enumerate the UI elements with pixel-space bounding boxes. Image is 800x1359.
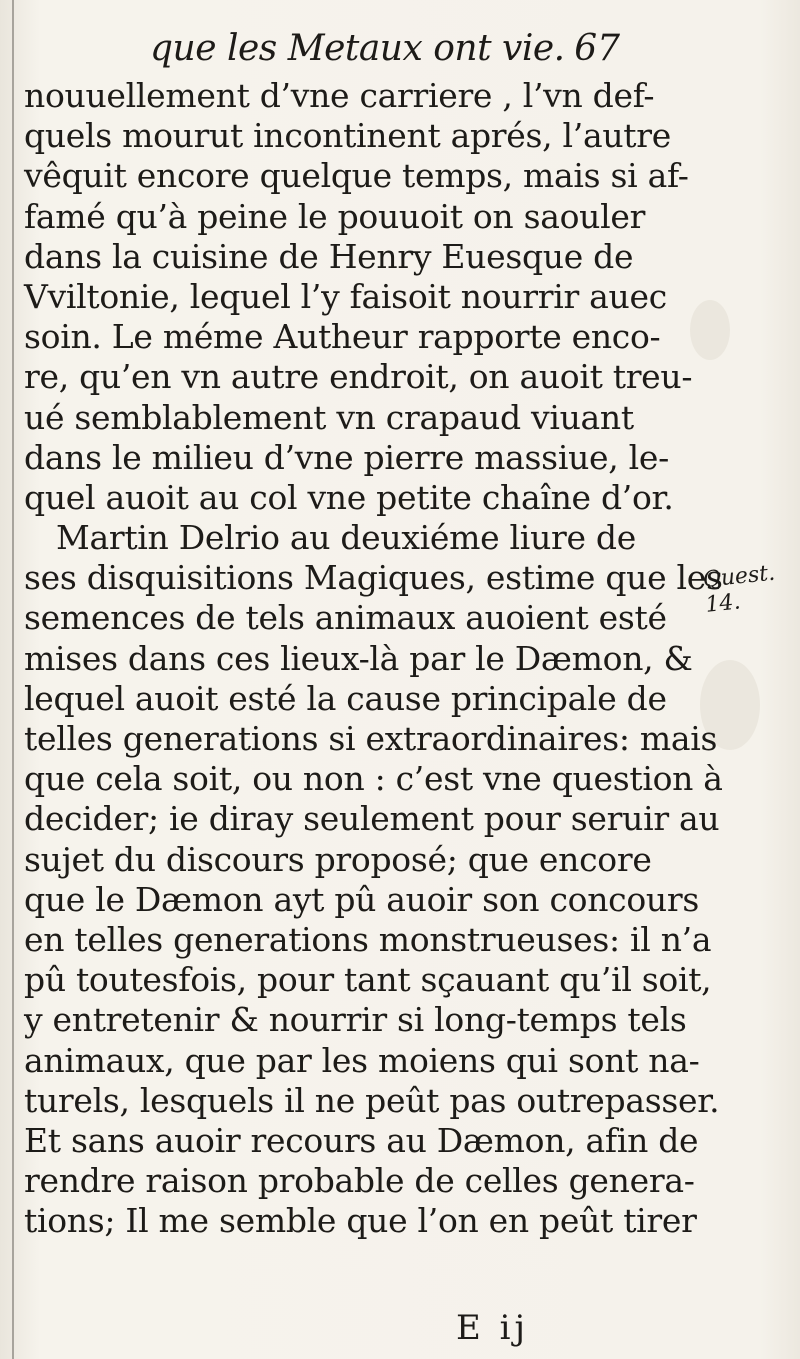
text-line: pû toutesfois, pour tant sçauant qu’il soit,	[24, 960, 712, 1000]
text-line: semences de tels animaux auoient esté	[24, 598, 667, 638]
text-line: quel auoit au col vne petite chaîne d’or.	[24, 477, 674, 517]
text-line-paragraph-start: Martin Delrio au deuxiéme liure de	[56, 518, 636, 558]
running-head: que les Metaux ont vie.	[150, 28, 565, 69]
text-line: que cela soit, ou non : c’est vne question à	[24, 759, 723, 799]
text-line: dans la cuisine de Henry Euesque de	[24, 236, 634, 276]
text-line: re, qu’en vn autre endroit, on auoit treu-	[24, 357, 693, 397]
text-line: mises dans ces lieux-là par le Dæmon, &	[24, 638, 693, 678]
paper-stain	[690, 300, 730, 360]
text-line: que le Dæmon ayt pû auoir son concours	[24, 879, 699, 919]
text-line: turels, lesquels il ne peût pas outrepasser.	[24, 1080, 720, 1120]
text-line: rendre raison probable de celles genera-	[24, 1161, 695, 1201]
text-line: animaux, que par les moiens qui sont na-	[24, 1040, 700, 1080]
text-line: decider; ie diray seulement pour seruir au	[24, 799, 720, 839]
signature-mark: E ij	[456, 1308, 530, 1348]
text-line: sujet du discours proposé; que encore	[24, 839, 652, 879]
text-line: lequel auoit esté la cause principale de	[24, 678, 667, 718]
text-line: ué semblablement vn crapaud viuant	[24, 397, 634, 437]
text-line: y entretenir & nourrir si long-temps tels	[24, 1000, 687, 1040]
text-line: Et sans auoir recours au Dæmon, afin de	[24, 1120, 699, 1160]
text-line: famé qu’à peine le pouuoit on saouler	[24, 196, 646, 236]
text-line: dans le milieu d’vne pierre massiue, le-	[24, 437, 669, 477]
text-line: soin. Le méme Autheur rapporte enco-	[24, 317, 661, 357]
page-number: 67	[574, 28, 620, 69]
page-header	[150, 28, 620, 74]
gutter-line	[12, 0, 14, 1359]
text-line: quels mourut incontinent aprés, l’autre	[24, 116, 671, 156]
text-line: en telles generations monstrueuses: il n’a	[24, 919, 712, 959]
margin-note: Quest. 14.	[701, 560, 777, 618]
text-line: tions; Il me semble que l’on en peût tirer	[24, 1201, 697, 1241]
text-line: vêquit encore quelque temps, mais si af-	[24, 156, 689, 196]
text-line: telles generations si extraordinaires: mais	[24, 719, 718, 758]
body-text	[24, 76, 723, 1241]
text-line: ses disquisitions Magiques, estime que les	[24, 558, 723, 598]
text-line: Vviltonie, lequel l’y faisoit nourrir auec	[24, 276, 667, 316]
text-line: nouuellement d’vne carriere , l’vn def-	[24, 76, 655, 115]
